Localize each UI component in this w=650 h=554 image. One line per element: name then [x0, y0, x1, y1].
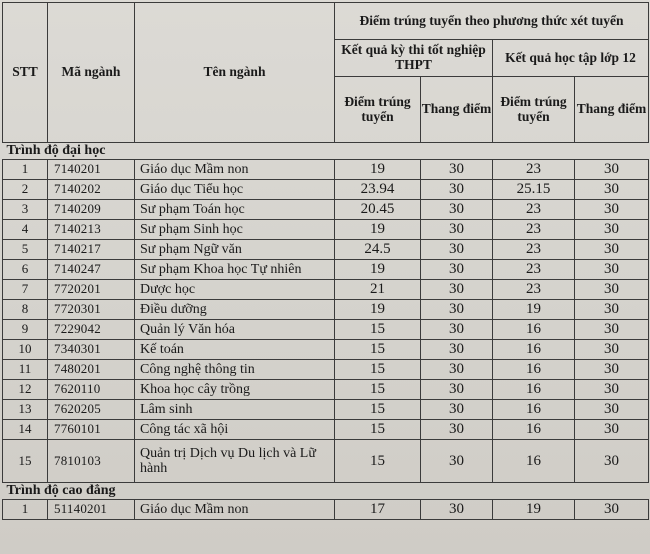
header-ma-nganh: Mã ngành — [48, 3, 135, 143]
row-transcript-scale: 30 — [575, 440, 649, 483]
table-row — [3, 220, 649, 240]
row-transcript-scale: 30 — [575, 420, 649, 440]
row-major-code: 51140201 — [48, 500, 135, 520]
row-thpt-score: 21 — [335, 280, 421, 300]
row-thpt-score: 19 — [335, 300, 421, 320]
row-major-name: Lâm sinh — [135, 400, 335, 420]
header-stt: STT — [3, 3, 48, 143]
table-row — [3, 180, 649, 200]
row-transcript-scale: 30 — [575, 260, 649, 280]
row-transcript-score: 23 — [493, 260, 575, 280]
row-stt: 2 — [3, 180, 48, 200]
row-stt: 14 — [3, 420, 48, 440]
row-thpt-score: 19 — [335, 160, 421, 180]
row-stt: 6 — [3, 260, 48, 280]
row-stt: 7 — [3, 280, 48, 300]
row-stt: 4 — [3, 220, 48, 240]
row-thpt-score: 19 — [335, 220, 421, 240]
row-thpt-scale: 30 — [421, 380, 493, 400]
row-transcript-scale: 30 — [575, 180, 649, 200]
row-transcript-score: 16 — [493, 320, 575, 340]
row-major-code: 7140217 — [48, 240, 135, 260]
row-transcript-scale: 30 — [575, 280, 649, 300]
header-method-thpt: Kết quả kỳ thi tốt nghiệp THPT — [335, 40, 493, 77]
row-major-code: 7140209 — [48, 200, 135, 220]
row-transcript-scale: 30 — [575, 320, 649, 340]
row-transcript-scale: 30 — [575, 400, 649, 420]
row-thpt-scale: 30 — [421, 180, 493, 200]
row-transcript-score: 16 — [493, 340, 575, 360]
row-thpt-score: 15 — [335, 380, 421, 400]
row-transcript-scale: 30 — [575, 240, 649, 260]
row-transcript-scale: 30 — [575, 360, 649, 380]
header-thpt-thang: Thang điểm — [421, 77, 493, 143]
row-major-code: 7760101 — [48, 420, 135, 440]
row-transcript-score: 23 — [493, 220, 575, 240]
row-thpt-scale: 30 — [421, 160, 493, 180]
row-thpt-scale: 30 — [421, 360, 493, 380]
table-row — [3, 300, 649, 320]
row-stt: 9 — [3, 320, 48, 340]
row-thpt-score: 23.94 — [335, 180, 421, 200]
row-transcript-score: 16 — [493, 360, 575, 380]
row-major-code: 7480201 — [48, 360, 135, 380]
admission-score-table — [2, 2, 649, 520]
row-transcript-scale: 30 — [575, 340, 649, 360]
row-thpt-scale: 30 — [421, 440, 493, 483]
row-thpt-scale: 30 — [421, 500, 493, 520]
table-row — [3, 240, 649, 260]
row-major-code: 7140213 — [48, 220, 135, 240]
row-transcript-scale: 30 — [575, 300, 649, 320]
row-major-name: Sư phạm Sinh học — [135, 220, 335, 240]
row-thpt-scale: 30 — [421, 200, 493, 220]
row-major-name: Sư phạm Toán học — [135, 200, 335, 220]
row-major-name: Giáo dục Tiểu học — [135, 180, 335, 200]
row-stt: 10 — [3, 340, 48, 360]
row-thpt-score: 15 — [335, 420, 421, 440]
row-major-name: Điều dưỡng — [135, 300, 335, 320]
row-transcript-scale: 30 — [575, 220, 649, 240]
row-major-code: 7620110 — [48, 380, 135, 400]
header-hb-diem: Điểm trúng tuyển — [493, 77, 575, 143]
row-transcript-score: 23 — [493, 200, 575, 220]
row-thpt-score: 19 — [335, 260, 421, 280]
header-hb-thang: Thang điểm — [575, 77, 649, 143]
row-transcript-scale: 30 — [575, 160, 649, 180]
row-major-name: Dược học — [135, 280, 335, 300]
row-stt: 11 — [3, 360, 48, 380]
header-method-hoc-tap: Kết quả học tập lớp 12 — [493, 40, 649, 77]
row-major-code: 7720201 — [48, 280, 135, 300]
row-thpt-scale: 30 — [421, 300, 493, 320]
row-transcript-score: 16 — [493, 440, 575, 483]
row-major-name: Sư phạm Khoa học Tự nhiên — [135, 260, 335, 280]
row-transcript-score: 16 — [493, 420, 575, 440]
row-transcript-score: 16 — [493, 400, 575, 420]
row-stt: 1 — [3, 500, 48, 520]
row-thpt-scale: 30 — [421, 220, 493, 240]
row-thpt-scale: 30 — [421, 420, 493, 440]
table-row — [3, 260, 649, 280]
row-thpt-scale: 30 — [421, 280, 493, 300]
row-thpt-score: 15 — [335, 400, 421, 420]
row-major-code: 7620205 — [48, 400, 135, 420]
row-major-code: 7340301 — [48, 340, 135, 360]
table-row — [3, 400, 649, 420]
section-header-row — [3, 483, 649, 500]
table-row — [3, 280, 649, 300]
section-title: Trình độ đại học — [3, 143, 649, 160]
row-thpt-scale: 30 — [421, 320, 493, 340]
row-major-name: Quản trị Dịch vụ Du lịch và Lữ hành — [135, 440, 335, 483]
row-major-name: Sư phạm Ngữ văn — [135, 240, 335, 260]
row-major-name: Quản lý Văn hóa — [135, 320, 335, 340]
row-stt: 15 — [3, 440, 48, 483]
row-thpt-scale: 30 — [421, 340, 493, 360]
table-row — [3, 420, 649, 440]
row-stt: 1 — [3, 160, 48, 180]
header-diem-group: Điểm trúng tuyển theo phương thức xét tuyển — [335, 3, 649, 40]
row-thpt-score: 15 — [335, 340, 421, 360]
table-row — [3, 340, 649, 360]
row-thpt-score: 15 — [335, 320, 421, 340]
row-major-code: 7140247 — [48, 260, 135, 280]
row-stt: 8 — [3, 300, 48, 320]
row-transcript-score: 23 — [493, 240, 575, 260]
row-thpt-score: 20.45 — [335, 200, 421, 220]
row-thpt-scale: 30 — [421, 400, 493, 420]
row-transcript-score: 23 — [493, 280, 575, 300]
header-thpt-diem: Điểm trúng tuyển — [335, 77, 421, 143]
row-major-name: Kế toán — [135, 340, 335, 360]
row-transcript-score: 23 — [493, 160, 575, 180]
section-title: Trình độ cao đẳng — [3, 483, 649, 500]
row-stt: 3 — [3, 200, 48, 220]
row-stt: 5 — [3, 240, 48, 260]
table-row — [3, 200, 649, 220]
row-stt: 13 — [3, 400, 48, 420]
row-major-code: 7140201 — [48, 160, 135, 180]
row-major-code: 7140202 — [48, 180, 135, 200]
row-major-name: Giáo dục Mầm non — [135, 500, 335, 520]
row-major-code: 7810103 — [48, 440, 135, 483]
table-body — [3, 143, 649, 520]
table-row — [3, 320, 649, 340]
table-row — [3, 440, 649, 483]
row-thpt-scale: 30 — [421, 260, 493, 280]
table-row — [3, 160, 649, 180]
row-transcript-scale: 30 — [575, 500, 649, 520]
row-transcript-score: 25.15 — [493, 180, 575, 200]
table-row — [3, 380, 649, 400]
row-thpt-score: 15 — [335, 360, 421, 380]
row-thpt-score: 15 — [335, 440, 421, 483]
row-major-code: 7720301 — [48, 300, 135, 320]
row-transcript-scale: 30 — [575, 200, 649, 220]
row-thpt-score: 24.5 — [335, 240, 421, 260]
row-thpt-score: 17 — [335, 500, 421, 520]
table-row — [3, 360, 649, 380]
row-transcript-score: 19 — [493, 500, 575, 520]
row-major-name: Công nghệ thông tin — [135, 360, 335, 380]
row-major-code: 7229042 — [48, 320, 135, 340]
row-stt: 12 — [3, 380, 48, 400]
row-transcript-score: 19 — [493, 300, 575, 320]
table-row — [3, 500, 649, 520]
row-transcript-scale: 30 — [575, 380, 649, 400]
row-transcript-score: 16 — [493, 380, 575, 400]
section-header-row — [3, 143, 649, 160]
row-major-name: Giáo dục Mầm non — [135, 160, 335, 180]
row-thpt-scale: 30 — [421, 240, 493, 260]
row-major-name: Khoa học cây trồng — [135, 380, 335, 400]
row-major-name: Công tác xã hội — [135, 420, 335, 440]
header-ten-nganh: Tên ngành — [135, 3, 335, 143]
